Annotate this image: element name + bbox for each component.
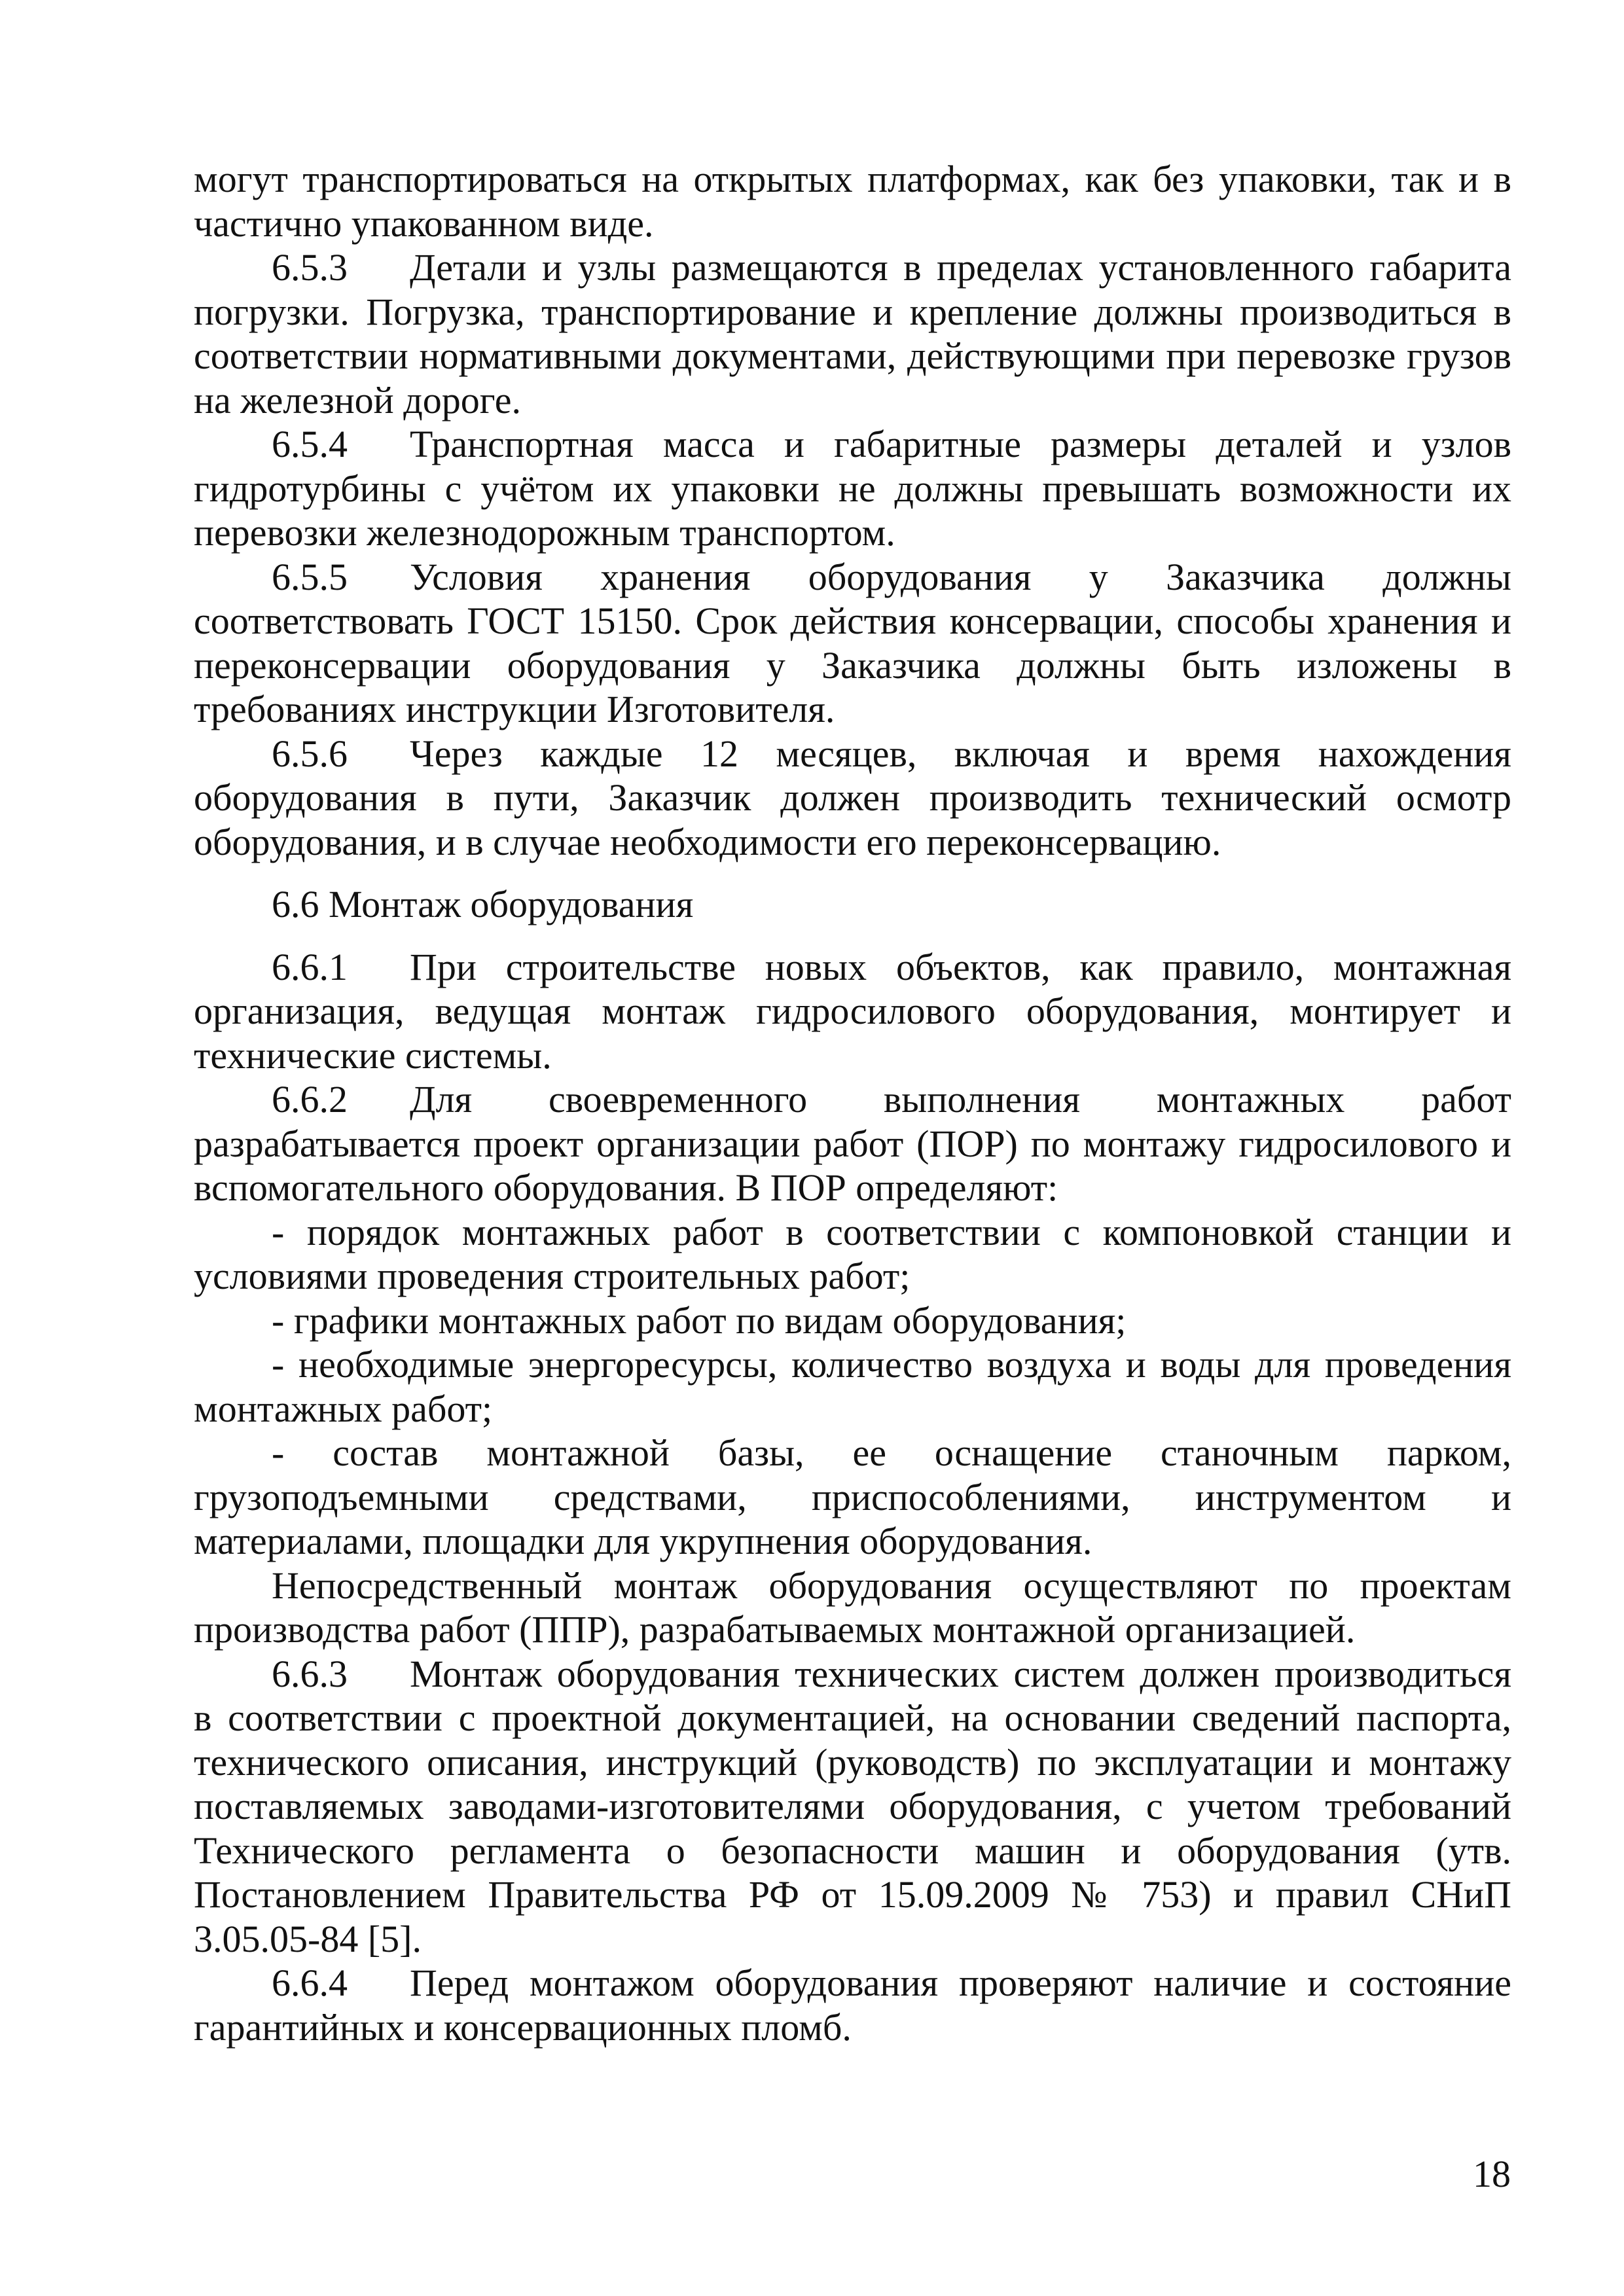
paragraph-continuation xyxy=(194,157,1511,245)
clause-text: Перед монтажом оборудования проверяют наличие и состояние гарантийных и консервационных пломб. xyxy=(194,1962,1511,2049)
clause-number: 6.5.5 xyxy=(272,555,348,598)
paragraph-text: могут транспортироваться на открытых платформах, как без упаковки, так и в частично упакованном виде. xyxy=(194,158,1511,245)
list-item-text: - порядок монтажных работ в соответствии с компоновкой станции и условиями проведения строительных работ; xyxy=(194,1210,1511,1297)
clause-6-6-4 xyxy=(194,1961,1511,2049)
clause-number: 6.6.1 xyxy=(272,945,348,988)
clause-number: 6.5.6 xyxy=(272,732,348,775)
body-text xyxy=(194,157,1511,2049)
paragraph-text: Непосредственный монтаж оборудования осуществляют по проектам производства работ (ППР), разрабатываемых монтажной организацией. xyxy=(194,1564,1511,1651)
page-number: 18 xyxy=(1473,2153,1511,2195)
section-heading-6-6 xyxy=(194,882,1511,927)
list-item xyxy=(194,1210,1511,1299)
list-item-text: - графики монтажных работ по видам оборудования; xyxy=(272,1299,1127,1342)
list-item-text: - состав монтажной базы, ее оснащение станочным парком, грузоподъемными средствами, приспособлениями, инструментом и материалами, площадки для укрупнения оборудования. xyxy=(194,1431,1511,1562)
clause-6-6-1 xyxy=(194,945,1511,1078)
clause-text: Монтаж оборудования технических систем должен производиться в соответствии с проектной документацией, на основании сведений паспорта, технического описания, инструкций (руководств) по эксплуатации и монтажу поставляемых заводами-изготовителями оборудования, с учетом требований Технического регламента о безопасности машин и оборудования (утв. Постановлением Правительства РФ от 15.09.2009 № 753) и правил СНиП 3.05.05-84 [5]. xyxy=(194,1652,1511,1960)
clause-number: 6.5.3 xyxy=(272,246,348,289)
clause-6-6-2 xyxy=(194,1077,1511,1210)
clause-number: 6.6.4 xyxy=(272,1962,348,2004)
clause-text: При строительстве новых объектов, как правило, монтажная организация, ведущая монтаж гидросилового оборудования, монтирует и технические системы. xyxy=(194,945,1511,1077)
section-heading-text: 6.6 Монтаж оборудования xyxy=(272,883,694,925)
clause-6-5-3 xyxy=(194,245,1511,422)
clause-text: Детали и узлы размещаются в пределах установленного габарита погрузки. Погрузка, транспортирование и крепление должны производиться в соответствии нормативными документами, действующими при перевозке грузов на железной дороге. xyxy=(194,246,1511,422)
clause-number: 6.6.3 xyxy=(272,1652,348,1695)
clause-number: 6.5.4 xyxy=(272,423,348,465)
clause-text: Транспортная масса и габаритные размеры деталей и узлов гидротурбины с учётом их упаковки не должны превышать возможности их перевозки железнодорожным транспортом. xyxy=(194,423,1511,554)
clause-text: Через каждые 12 месяцев, включая и время нахождения оборудования в пути, Заказчик должен производить технический осмотр оборудования, и в случае необходимости его переконсервацию. xyxy=(194,732,1511,863)
list-item xyxy=(194,1431,1511,1564)
clause-text: Условия хранения оборудования у Заказчика должны соответствовать ГОСТ 15150. Срок действия консервации, способы хранения и переконсервации оборудования у Заказчика должны быть изложены в требованиях инструкции Изготовителя. xyxy=(194,555,1511,730)
paragraph xyxy=(194,1564,1511,1652)
clause-6-5-5 xyxy=(194,555,1511,732)
list-item xyxy=(194,1342,1511,1431)
clause-6-5-6 xyxy=(194,732,1511,865)
clause-6-5-4 xyxy=(194,422,1511,555)
clause-text: Для своевременного выполнения монтажных работ разрабатывается проект организации работ (ПОР) по монтажу гидросилового и вспомогательного оборудования. В ПОР определяют: xyxy=(194,1078,1511,1209)
clause-number: 6.6.2 xyxy=(272,1078,348,1121)
list-item xyxy=(194,1299,1511,1343)
list-item-text: - необходимые энергоресурсы, количество воздуха и воды для проведения монтажных работ; xyxy=(194,1343,1511,1430)
clause-6-6-3 xyxy=(194,1652,1511,1962)
